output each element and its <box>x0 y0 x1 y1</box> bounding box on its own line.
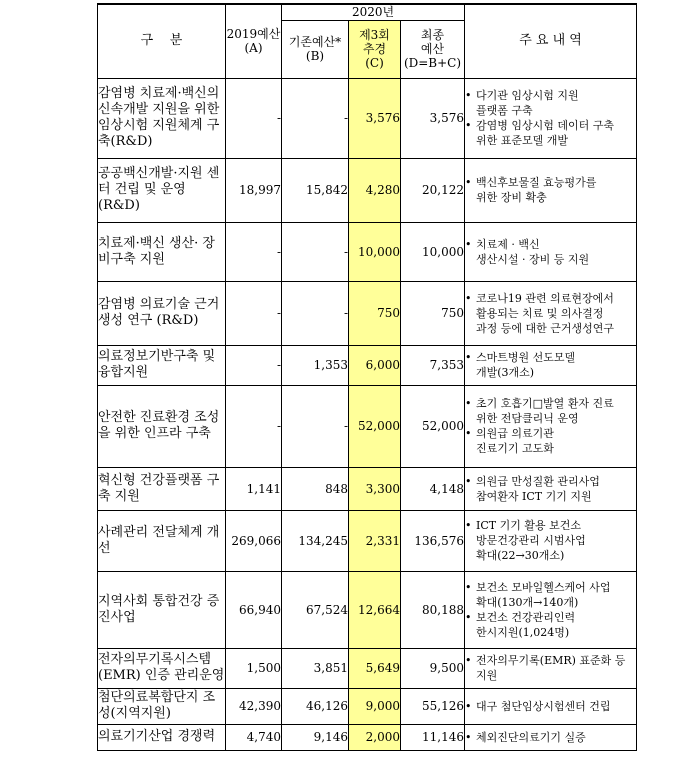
final-budget-value: 9,500 <box>401 648 465 688</box>
detail-text: 백신후보물질 효능평가를 위한 장비 확충 <box>476 176 597 204</box>
table-row <box>98 510 637 571</box>
detail-text: 감염병 임상시험 데이터 구축 위한 표준모델 개발 <box>476 119 615 147</box>
table-row <box>98 385 637 467</box>
details-cell <box>465 648 637 688</box>
bullet-icon: • <box>465 291 472 305</box>
detail-item <box>465 175 636 205</box>
detail-item <box>465 610 636 640</box>
program-name: 공공백신개발·지원 센터 건립 및 운영 (R&D) <box>98 158 226 222</box>
detail-text: 스마트병원 선도모델 개발(3개소) <box>476 351 576 379</box>
existing-budget-value: 9,146 <box>282 724 349 750</box>
detail-item <box>465 396 636 426</box>
program-name: 지역사회 통합건강 증진사업 <box>98 571 226 648</box>
existing-budget-value: - <box>282 78 349 158</box>
bullet-icon: • <box>465 519 472 532</box>
final-budget-value: 3,576 <box>401 78 465 158</box>
program-name: 안전한 진료환경 조성을 위한 인프라 구축 <box>98 385 226 467</box>
final-budget-value: 750 <box>401 281 465 345</box>
detail-text: 치료제 · 백신 생산시설 · 장비 등 지원 <box>476 237 590 266</box>
detail-item <box>465 653 636 683</box>
bullet-icon: • <box>465 730 472 744</box>
supplementary-budget-value: 2,331 <box>349 510 401 571</box>
detail-item <box>465 699 636 714</box>
table-row <box>98 648 637 688</box>
table-row <box>98 78 637 158</box>
details-cell <box>465 345 637 385</box>
supplementary-budget-value: 4,280 <box>349 158 401 222</box>
bullet-icon: • <box>465 654 472 667</box>
bullet-icon: • <box>465 89 472 102</box>
table-row <box>98 467 637 510</box>
final-budget-value: 4,148 <box>401 467 465 510</box>
detail-text: 대구 첨단임상시험센터 건립 <box>476 699 611 713</box>
detail-text: 의원급 의료기관 진료기기 고도화 <box>476 427 554 455</box>
detail-text: 의원급 만성질환 관리사업 참여환자 ICT 기기 지원 <box>476 474 600 503</box>
budget-2019-value: - <box>226 78 282 158</box>
existing-budget-value: 15,842 <box>282 158 349 222</box>
detail-item <box>465 88 636 118</box>
header-year-2020: 2020년 <box>282 4 465 20</box>
table-row <box>98 724 637 750</box>
details-cell <box>465 688 637 724</box>
supplementary-budget-value: 12,664 <box>349 571 401 648</box>
budget-2019-value: 42,390 <box>226 688 282 724</box>
detail-text: 보건소 모바일헬스케어 사업 확대(130개→140개) <box>476 580 611 609</box>
bullet-icon: • <box>465 351 472 364</box>
program-name: 의료정보기반구축 및 융합지원 <box>98 345 226 385</box>
supplementary-budget-value: 2,000 <box>349 724 401 750</box>
detail-item <box>465 237 636 267</box>
details-cell <box>465 385 637 467</box>
supplementary-budget-value: 3,300 <box>349 467 401 510</box>
budget-2019-value: 1,500 <box>226 648 282 688</box>
existing-budget-value: - <box>282 281 349 345</box>
detail-item <box>465 350 636 380</box>
header-final-budget: 최종 예산 (D=B+C) <box>401 20 465 78</box>
supplementary-budget-value: 6,000 <box>349 345 401 385</box>
details-cell <box>465 724 637 750</box>
final-budget-value: 7,353 <box>401 345 465 385</box>
bullet-icon: • <box>465 237 472 251</box>
budget-2019-value: - <box>226 345 282 385</box>
bullet-icon: • <box>465 610 472 624</box>
bullet-icon: • <box>465 474 472 488</box>
existing-budget-value: 67,524 <box>282 571 349 648</box>
details-cell <box>465 281 637 345</box>
existing-budget-value: 46,126 <box>282 688 349 724</box>
detail-item <box>465 730 636 745</box>
table-row <box>98 571 637 648</box>
table-row <box>98 222 637 281</box>
supplementary-budget-value: 52,000 <box>349 385 401 467</box>
detail-item <box>465 580 636 610</box>
bullet-icon: • <box>465 119 472 132</box>
details-cell <box>465 467 637 510</box>
program-name: 첨단의료복합단지 조성(지역지원) <box>98 688 226 724</box>
details-cell <box>465 158 637 222</box>
final-budget-value: 11,146 <box>401 724 465 750</box>
detail-item <box>465 426 636 456</box>
table-row <box>98 345 637 385</box>
detail-item <box>465 518 636 563</box>
program-name: 혁신형 건강플랫폼 구축 지원 <box>98 467 226 510</box>
table-row <box>98 281 637 345</box>
final-budget-value: 55,126 <box>401 688 465 724</box>
budget-2019-value: - <box>226 222 282 281</box>
header-details: 주 요 내 역 <box>465 4 637 78</box>
table-body <box>98 78 637 750</box>
supplementary-budget-value: 5,649 <box>349 648 401 688</box>
detail-text: 체외진단의료기기 실증 <box>476 730 586 744</box>
bullet-icon: • <box>465 427 472 440</box>
header-third-supplementary: 제3회 추경 (C) <box>349 20 401 78</box>
header-existing-budget: 기존예산* (B) <box>282 20 349 78</box>
bullet-icon: • <box>465 176 472 189</box>
detail-text: 보건소 건강관리인력 한시지원(1,024명) <box>476 610 576 639</box>
final-budget-value: 136,576 <box>401 510 465 571</box>
bullet-icon: • <box>465 397 472 410</box>
table-row <box>98 688 637 724</box>
detail-text: ICT 기기 활용 보건소 방문건강관리 시범사업 확대(22→30개소) <box>476 519 586 562</box>
header-budget-2019: 2019예산 (A) <box>226 4 282 78</box>
budget-2019-value: - <box>226 281 282 345</box>
supplementary-budget-value: 750 <box>349 281 401 345</box>
bullet-icon: • <box>465 580 472 594</box>
program-name: 감염병 치료제·백신의 신속개발 지원을 위한 임상시험 지원체계 구축(R&D) <box>98 78 226 158</box>
table-row <box>98 158 637 222</box>
program-name: 사례관리 전달체계 개선 <box>98 510 226 571</box>
existing-budget-value: 1,353 <box>282 345 349 385</box>
final-budget-value: 52,000 <box>401 385 465 467</box>
budget-table <box>97 3 637 751</box>
budget-2019-value: 66,940 <box>226 571 282 648</box>
existing-budget-value: - <box>282 222 349 281</box>
detail-text: 전자의무기록(EMR) 표준화 등 지원 <box>476 654 626 682</box>
program-name: 전자의무기록시스템 (EMR) 인증 관리운영 <box>98 648 226 688</box>
detail-text: 다기관 임상시험 지원 플랫폼 구축 <box>476 89 579 117</box>
details-cell <box>465 78 637 158</box>
final-budget-value: 10,000 <box>401 222 465 281</box>
final-budget-value: 80,188 <box>401 571 465 648</box>
supplementary-budget-value: 3,576 <box>349 78 401 158</box>
supplementary-budget-value: 9,000 <box>349 688 401 724</box>
existing-budget-value: 848 <box>282 467 349 510</box>
program-name: 의료기기산업 경쟁력 <box>98 724 226 750</box>
budget-2019-value: 1,141 <box>226 467 282 510</box>
budget-2019-value: 18,997 <box>226 158 282 222</box>
header-category: 구 분 <box>98 4 226 78</box>
program-name: 감염병 의료기술 근거생성 연구 (R&D) <box>98 281 226 345</box>
detail-item <box>465 474 636 504</box>
bullet-icon: • <box>465 699 472 713</box>
program-name: 치료제·백신 생산· 장비구축 지원 <box>98 222 226 281</box>
details-cell <box>465 510 637 571</box>
existing-budget-value: - <box>282 385 349 467</box>
detail-item <box>465 118 636 148</box>
supplementary-budget-value: 10,000 <box>349 222 401 281</box>
detail-item <box>465 291 636 336</box>
details-cell <box>465 222 637 281</box>
detail-text: 코로나19 관련 의료현장에서 활용되는 치료 및 의사결정 과정 등에 대한 근거생성연구 <box>476 291 615 335</box>
final-budget-value: 20,122 <box>401 158 465 222</box>
detail-text: 초기 호흡기□발열 환자 진료 위한 전담클리닉 운영 <box>476 397 614 425</box>
budget-2019-value: 4,740 <box>226 724 282 750</box>
existing-budget-value: 134,245 <box>282 510 349 571</box>
details-cell <box>465 571 637 648</box>
budget-2019-value: 269,066 <box>226 510 282 571</box>
budget-2019-value: - <box>226 385 282 467</box>
existing-budget-value: 3,851 <box>282 648 349 688</box>
